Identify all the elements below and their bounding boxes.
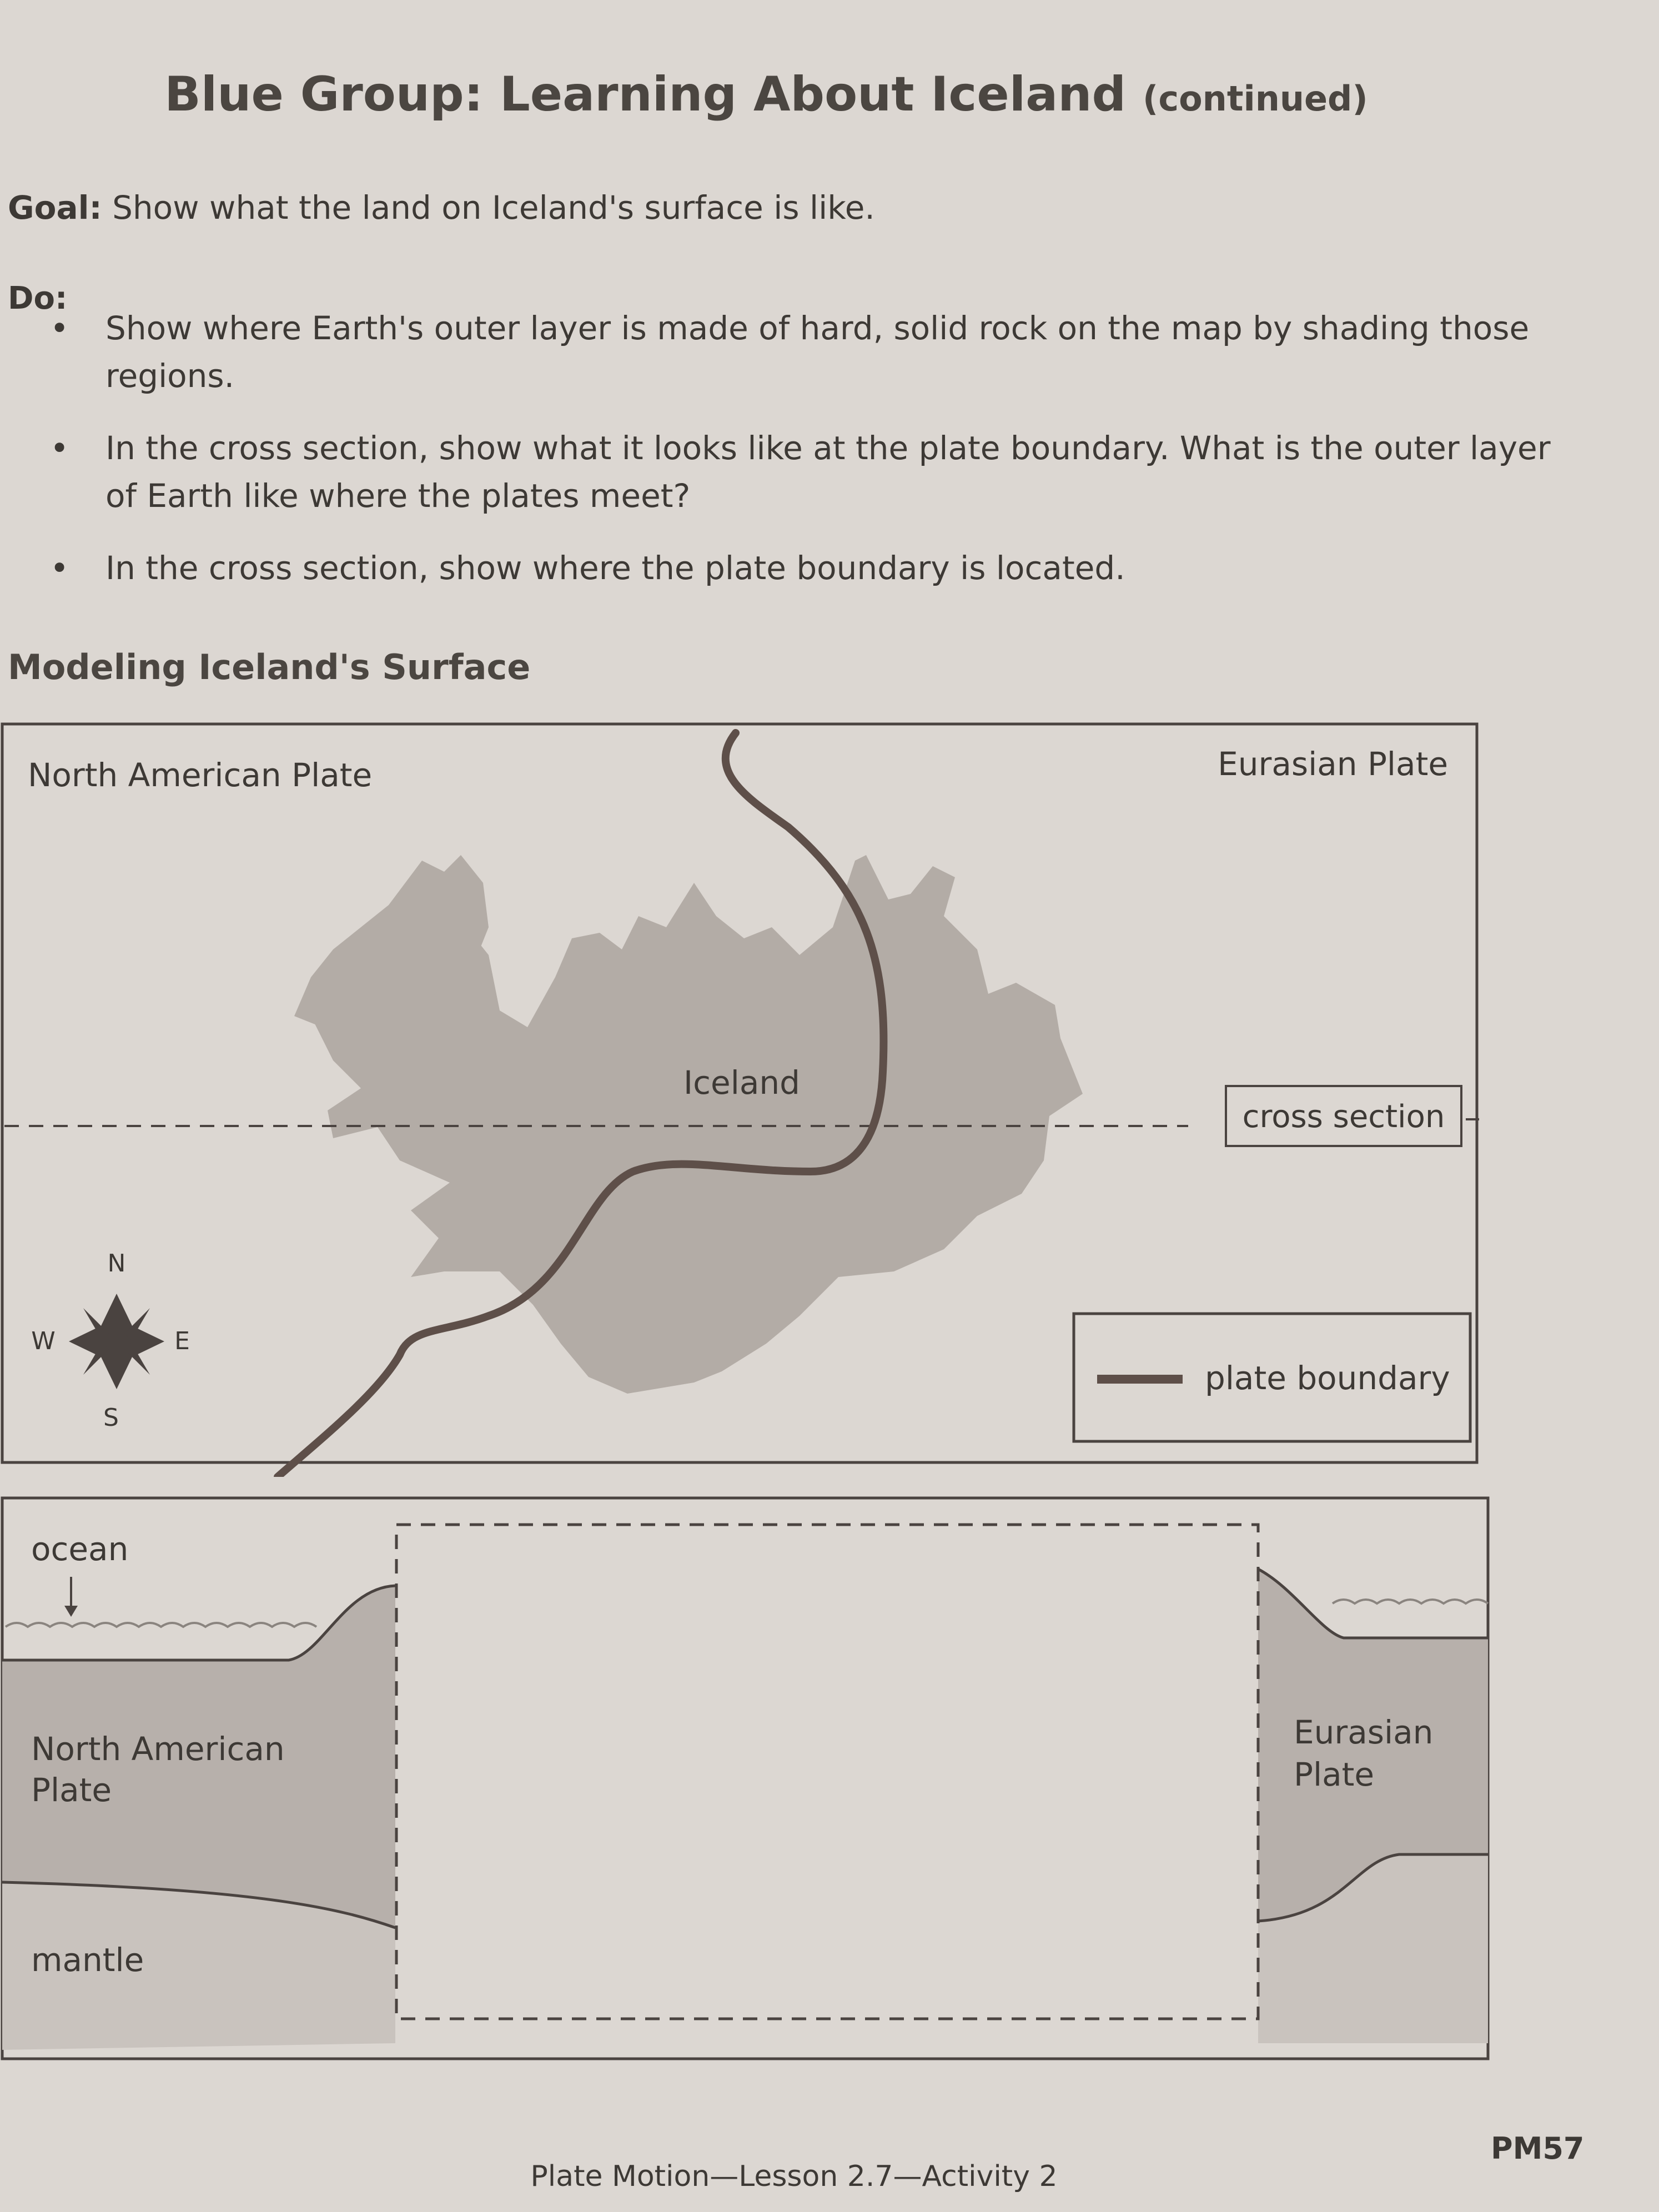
- north-american-plate-label-1: North American: [31, 1730, 285, 1768]
- eurasian-plate-label-2: Plate: [1294, 1756, 1375, 1793]
- title-text: Blue Group: Learning About Iceland: [164, 67, 1127, 122]
- task-list: [50, 304, 1560, 616]
- page-title: [0, 67, 1532, 122]
- section-title: Modeling Iceland's Surface: [8, 647, 531, 687]
- title-suffix: (continued): [1143, 78, 1368, 119]
- eurasian-plate-label: Eurasian Plate: [1218, 745, 1448, 783]
- task-item: • In the cross section, show what it looks like at the plate boundary. What is the outer layer of Earth like where the plates meet?: [50, 424, 1560, 520]
- page-number: PM57: [1491, 2131, 1585, 2166]
- compass-rose-icon: [31, 1249, 190, 1432]
- do-label: Do:: [8, 280, 68, 316]
- cross-section-label: cross section: [1242, 1099, 1445, 1135]
- plate-boundary-drawing-area[interactable]: [396, 1525, 1258, 2019]
- north-american-plate-label-2: Plate: [31, 1771, 112, 1809]
- compass-w: W: [31, 1327, 56, 1355]
- compass-n: N: [107, 1249, 126, 1278]
- mantle-label: mantle: [31, 1941, 144, 1979]
- compass-s: S: [103, 1404, 119, 1432]
- goal-text: Show what the land on Iceland's surface is like.: [112, 189, 875, 227]
- footer-text: Plate Motion—Lesson 2.7—Activity 2: [530, 2160, 1058, 2193]
- north-american-plate-label: North American Plate: [28, 756, 373, 794]
- task-item: • Show where Earth's outer layer is made of hard, solid rock on the map by shading those regions.: [50, 304, 1560, 400]
- task-item: • In the cross section, show where the plate boundary is located.: [50, 544, 1560, 592]
- compass-e: E: [174, 1327, 190, 1355]
- iceland-label: Iceland: [683, 1064, 800, 1102]
- ocean-label: ocean: [31, 1530, 129, 1568]
- goal-label: Goal:: [8, 189, 102, 227]
- goal-statement: [8, 189, 875, 227]
- eurasian-plate-label-1: Eurasian: [1294, 1713, 1434, 1751]
- iceland-map: [0, 716, 1499, 1477]
- legend-plate-boundary-label: plate boundary: [1205, 1359, 1450, 1397]
- cross-section-diagram: [0, 1488, 1499, 2065]
